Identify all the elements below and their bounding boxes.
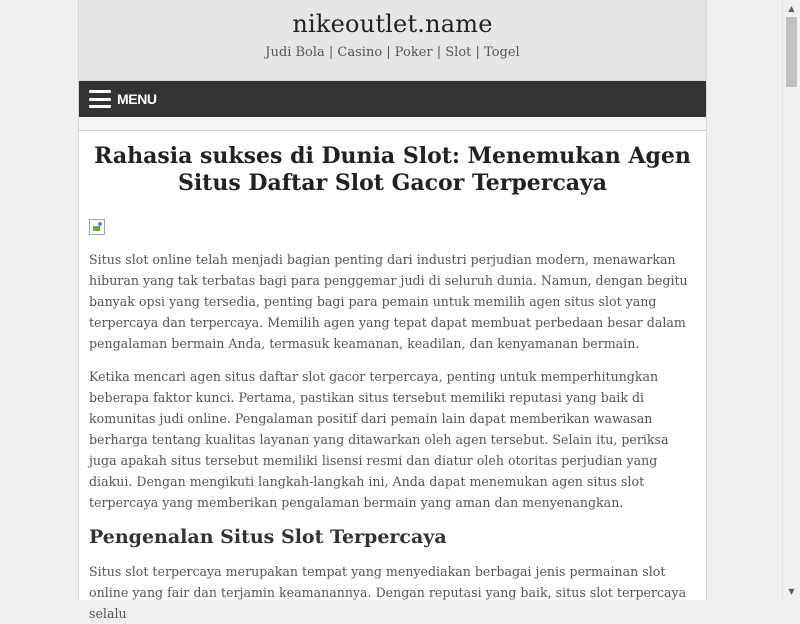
broken-image-icon <box>89 219 105 235</box>
vertical-scrollbar[interactable] <box>782 0 800 600</box>
post-paragraph: Situs slot online telah menjadi bagian penting dari industri perjudian modern, menawarkan hiburan yang tak terbatas bagi para penggemar judi di seluruh dunia. Namun, dengan begitu banyak opsi yang tersedia, penting bagi para pemain untuk memilih agen situs slot yang terpercaya dan terpercaya. Memilih agen yang tepat dapat membuat perbedaan besar dalam pengalaman bermain Anda, termasuk keamanan, keadilan, dan kenyamanan bermain. <box>89 252 688 351</box>
hamburger-icon <box>89 90 111 108</box>
site-title[interactable]: nikeoutlet.name <box>292 10 493 38</box>
section-paragraph: Situs slot terpercaya merupakan tempat yang menyediakan berbagai jenis permainan slot online yang fair dan terjamin keamanannya. Dengan reputasi yang baik, situs slot terpercaya selalu <box>89 564 687 621</box>
site-description: Judi Bola | Casino | Poker | Slot | Togel <box>265 45 520 60</box>
section-heading: Pengenalan Situs Slot Terpercaya <box>89 526 447 548</box>
nav-divider <box>79 117 706 131</box>
scroll-up-arrow-icon[interactable]: ▲ <box>788 4 795 13</box>
scroll-down-arrow-icon[interactable]: ▼ <box>788 587 795 596</box>
scroll-thumb[interactable] <box>786 17 797 87</box>
main-navigation <box>79 81 706 117</box>
post-title: Rahasia sukses di Dunia Slot: Menemukan Agen Situs Daftar Slot Gacor Terpercaya <box>94 143 691 196</box>
page-container <box>78 0 707 621</box>
post-content <box>89 131 696 624</box>
site-header <box>79 0 706 81</box>
menu-label: MENU <box>117 91 157 107</box>
menu-toggle-button[interactable] <box>79 90 157 108</box>
post-paragraph: Ketika mencari agen situs daftar slot gacor terpercaya, penting untuk memperhitungkan beberapa faktor kunci. Pertama, pastikan situs tersebut memiliki reputasi yang baik di komunitas judi online. Pengalaman positif dari pemain lain dapat memberikan wawasan berharga tentang kualitas layanan yang ditawarkan oleh agen tersebut. Selain itu, periksa juga apakah situs tersebut memiliki lisensi resmi dan diatur oleh otoritas perjudian yang diakui. Dengan mengikuti langkah-langkah ini, Anda dapat menemukan agen situs slot terpercaya yang memberikan pengalaman bermain yang aman dan menyenangkan. <box>89 369 669 510</box>
